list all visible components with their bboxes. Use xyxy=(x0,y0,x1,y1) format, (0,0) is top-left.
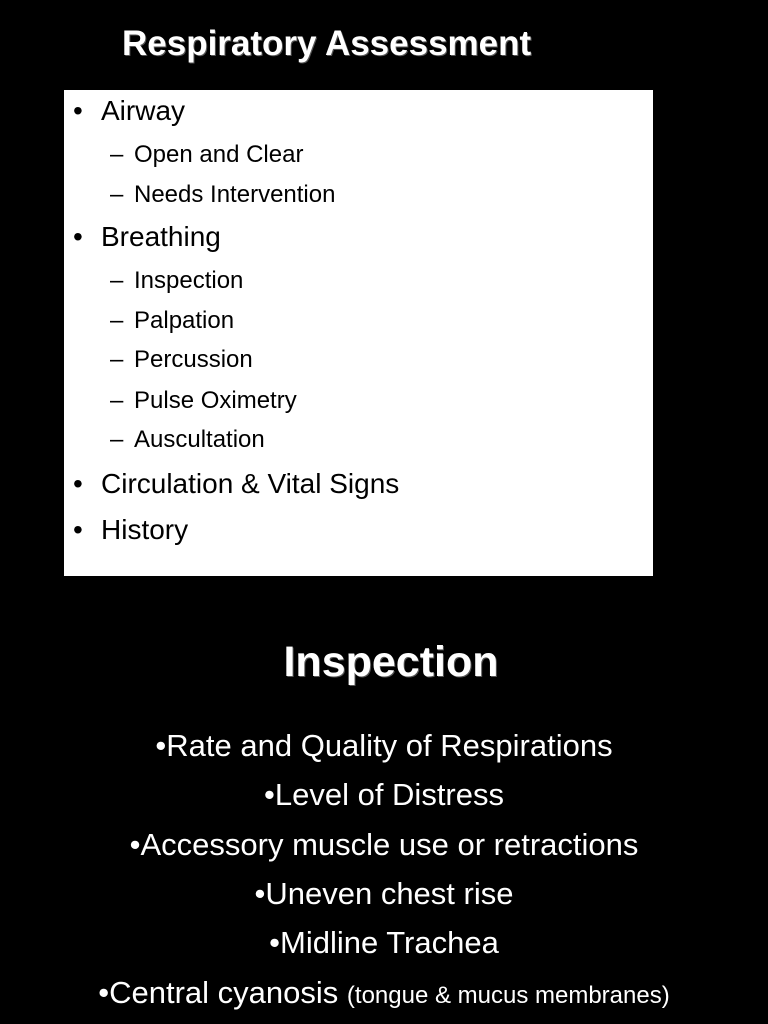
inspection-point-text: •Central cyanosis xyxy=(98,975,339,1010)
inspection-point-text: •Uneven chest rise xyxy=(254,876,514,911)
inspection-point xyxy=(0,876,768,912)
dash-marker: – xyxy=(110,346,124,373)
dash-marker: – xyxy=(110,426,124,453)
outline-subitem-label: Needs Intervention xyxy=(134,181,336,208)
assessment-outline-panel xyxy=(64,90,653,576)
bullet-marker: • xyxy=(73,468,83,499)
dash-marker: – xyxy=(110,307,124,334)
outline-subitem-label: Inspection xyxy=(134,267,244,294)
inspection-point-text: •Rate and Quality of Respirations xyxy=(155,728,613,763)
inspection-point-text: •Midline Trachea xyxy=(269,925,499,960)
inspection-point xyxy=(0,925,768,961)
inspection-heading: Inspection xyxy=(283,638,499,686)
dash-marker: – xyxy=(110,141,124,168)
inspection-point-text: •Level of Distress xyxy=(264,777,504,812)
outline-item-label: Breathing xyxy=(101,221,221,252)
outline-subitem-label: Pulse Oximetry xyxy=(134,387,297,414)
inspection-point xyxy=(0,777,768,813)
dash-marker: – xyxy=(110,181,124,208)
outline-item-label: Circulation & Vital Signs xyxy=(101,468,400,499)
inspection-point xyxy=(0,728,768,764)
inspection-point-note: (tongue & mucus membranes) xyxy=(346,982,670,1009)
inspection-point xyxy=(0,827,768,863)
bullet-marker: • xyxy=(73,95,83,126)
dash-marker: – xyxy=(110,387,124,414)
outline-subitem-label: Open and Clear xyxy=(134,141,304,168)
outline-subitem-label: Percussion xyxy=(134,346,253,373)
inspection-point xyxy=(0,975,768,1011)
outline-subitem-label: Auscultation xyxy=(134,426,265,453)
slide-title: Respiratory Assessment xyxy=(122,24,532,63)
bullet-marker: • xyxy=(73,221,83,252)
outline-item-label: Airway xyxy=(101,95,186,126)
bullet-marker: • xyxy=(73,514,83,545)
outline-subitem-label: Palpation xyxy=(134,307,235,334)
inspection-point-text: •Accessory muscle use or retractions xyxy=(129,827,639,862)
dash-marker: – xyxy=(110,267,124,294)
outline-item-label: History xyxy=(101,514,189,545)
